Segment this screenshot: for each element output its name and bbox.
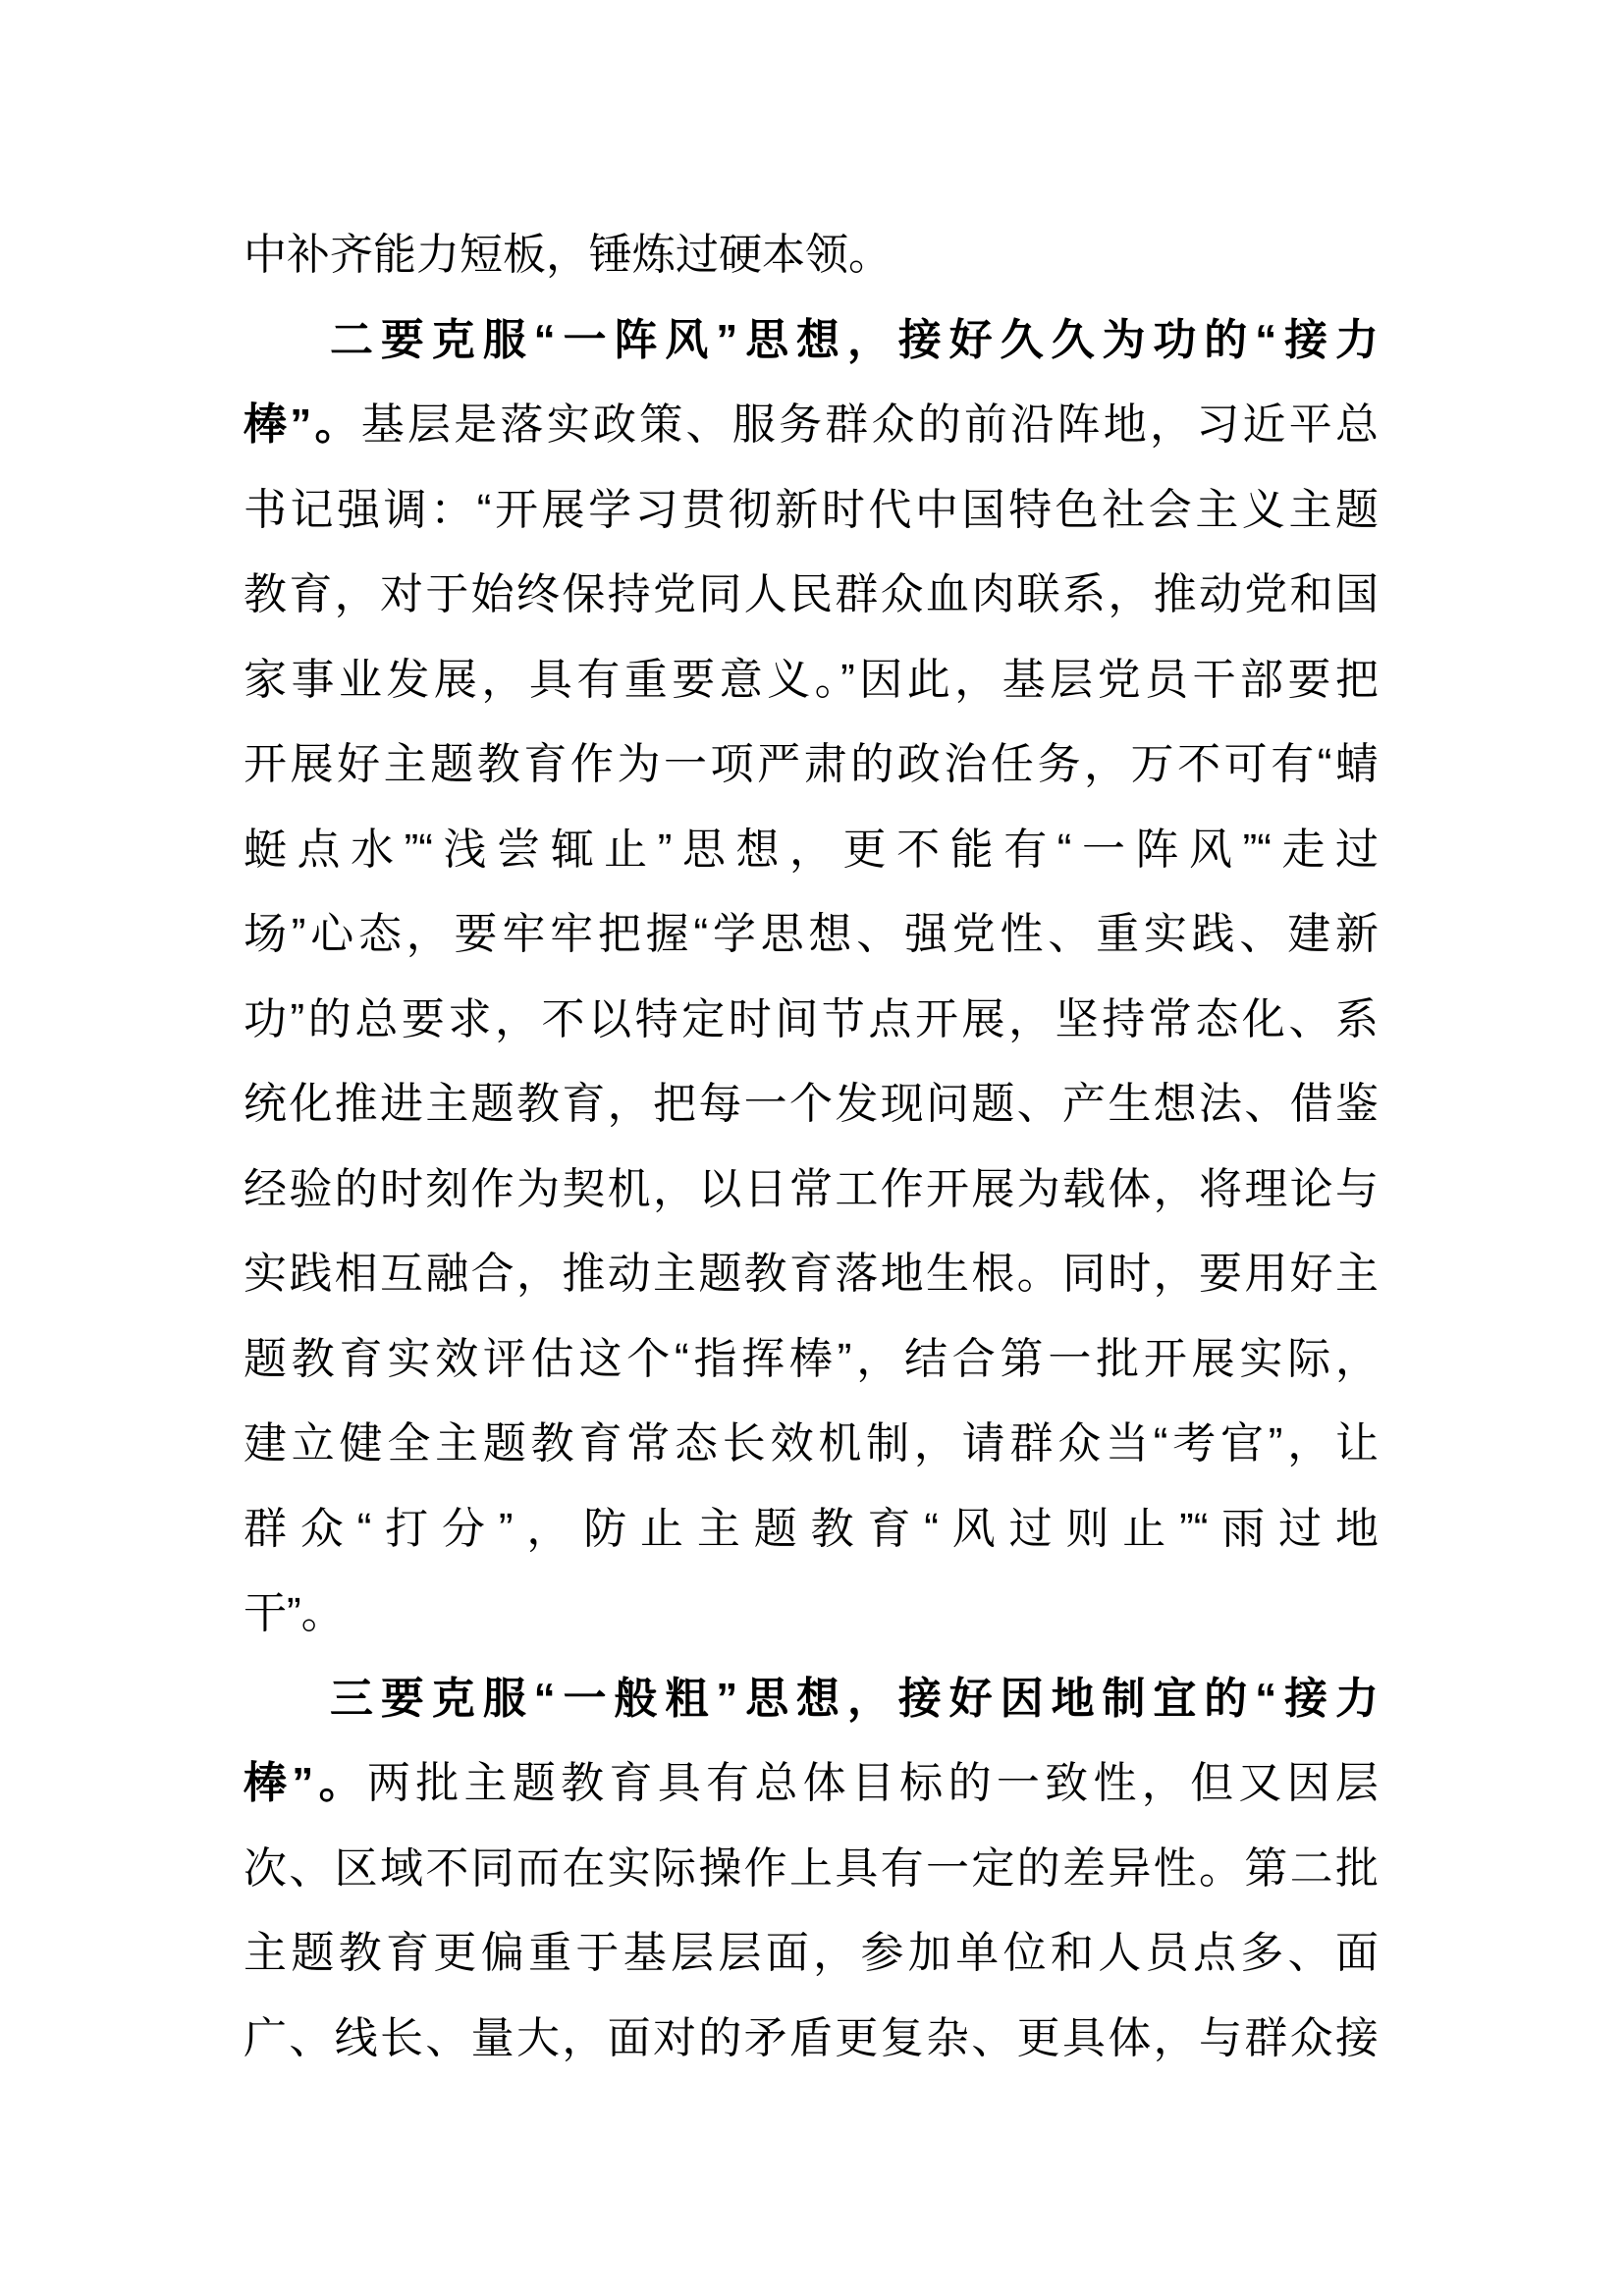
text-line (244, 1062, 1379, 1148)
text-line (244, 638, 1379, 723)
document-body (244, 213, 1379, 2081)
text-segment: 建立健全主题教育常态长效机制，请群众当“考官”，让 (244, 1419, 1379, 1468)
text-line (244, 978, 1379, 1063)
text-line (244, 1487, 1379, 1573)
text-segment: 中补齐能力短板，锤炼过硬本领。 (244, 231, 892, 279)
text-line (244, 722, 1379, 808)
text-line (244, 298, 1379, 384)
text-line (244, 1827, 1379, 1912)
text-segment: 家事业发展，具有重要意义。”因此，基层党员干部要把 (244, 655, 1379, 704)
text-line (244, 808, 1379, 893)
bold-lead-text: 棒”。 (244, 1759, 367, 1807)
text-segment: 开展好主题教育作为一项严肃的政治任务，万不可有“蜻 (244, 740, 1379, 788)
text-line (244, 1741, 1379, 1827)
text-line (244, 1317, 1379, 1403)
text-segment: 题教育实效评估这个“指挥棒”，结合第一批开展实际， (244, 1334, 1379, 1383)
text-segment: 次、区域不同而在实际操作上具有一定的差异性。第二批 (244, 1843, 1379, 1893)
text-segment: 两批主题教育具有总体目标的一致性，但又因层 (366, 1759, 1380, 1807)
text-segment: 群众“打分”，防止主题教育“风过则止”“雨过地 (244, 1504, 1379, 1553)
text-line (244, 1997, 1379, 2082)
text-segment: 干”。 (244, 1589, 345, 1637)
text-segment: 实践相互融合，推动主题教育落地生根。同时，要用好主 (244, 1250, 1379, 1298)
text-line (244, 213, 1379, 298)
text-segment: 功”的总要求，不以特定时间节点开展，坚持常态化、系 (244, 994, 1379, 1043)
text-segment: 广、线长、量大，面对的矛盾更复杂、更具体，与群众接 (244, 2013, 1379, 2062)
text-segment: 经验的时刻作为契机，以日常工作开展为载体，将理论与 (244, 1164, 1379, 1213)
text-line (244, 1572, 1379, 1657)
text-segment: 蜓点水”“浅尝辄止”思想，更不能有“一阵风”“走过 (244, 825, 1379, 874)
text-segment: 教育，对于始终保持党同人民群众血肉联系，推动党和国 (244, 570, 1379, 618)
text-segment: 主题教育更偏重于基层层面，参加单位和人员点多、面 (244, 1929, 1379, 1977)
bold-lead-text: 棒”。 (244, 400, 361, 449)
text-line (244, 1232, 1379, 1317)
text-segment: 基层是落实政策、服务群众的前沿阵地，习近平总 (360, 400, 1379, 449)
text-segment: 书记强调：“开展学习贯彻新时代中国特色社会主义主题 (244, 485, 1379, 534)
text-line (244, 892, 1379, 978)
text-segment: 统化推进主题教育，把每一个发现问题、产生想法、借鉴 (244, 1080, 1379, 1128)
text-line (244, 1657, 1379, 1742)
bold-lead-text: 三要克服“一般粗”思想，接好因地制宜的“接力 (330, 1674, 1379, 1723)
text-line (244, 383, 1379, 468)
text-segment: 场”心态，要牢牢把握“学思想、强党性、重实践、建新 (244, 910, 1379, 958)
text-line (244, 1148, 1379, 1233)
bold-lead-text: 二要克服“一阵风”思想，接好久久为功的“接力 (330, 315, 1379, 364)
text-line (244, 553, 1379, 638)
text-line (244, 1402, 1379, 1487)
text-line (244, 1911, 1379, 1997)
text-line (244, 468, 1379, 554)
